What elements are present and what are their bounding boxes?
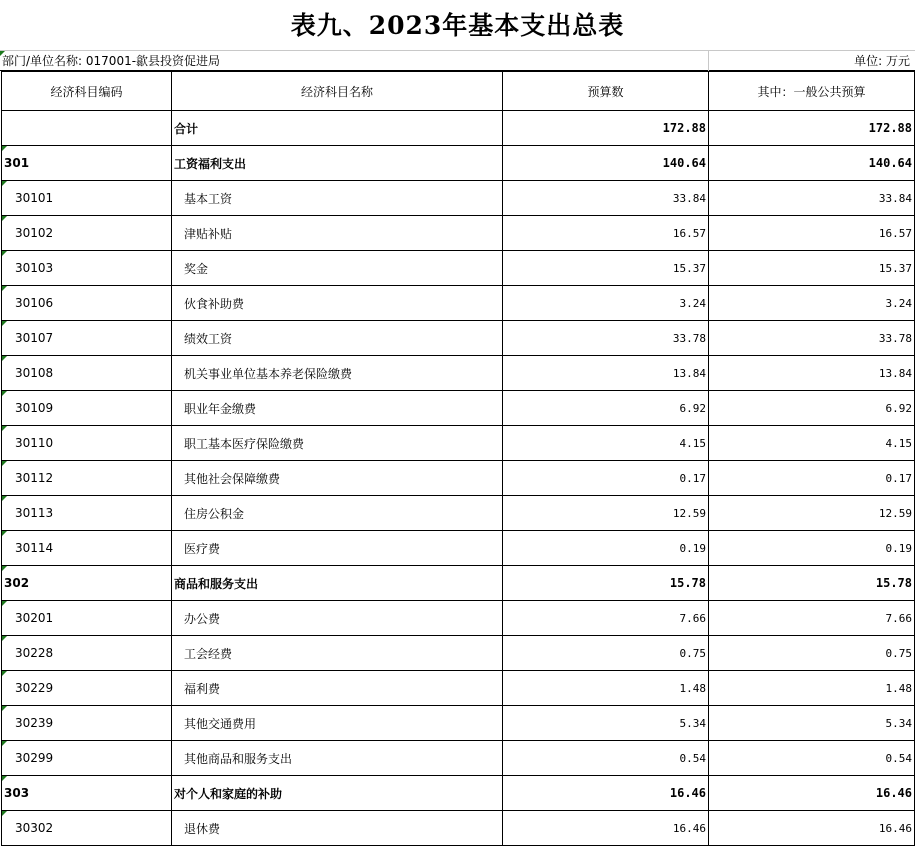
unit-label: 单位: 万元	[854, 54, 910, 68]
cell-marker	[2, 286, 7, 291]
cell-general[interactable]	[709, 461, 915, 496]
cell-general[interactable]	[709, 531, 915, 566]
cell-general[interactable]	[709, 181, 915, 216]
cell-name-text: 工会经费	[184, 646, 233, 661]
cell-name-text: 津贴补贴	[184, 226, 233, 241]
table-row	[2, 216, 915, 251]
cell-name[interactable]	[172, 111, 503, 146]
cell-general[interactable]	[709, 391, 915, 426]
cell-name-text: 其他交通费用	[184, 716, 257, 731]
cell-code-text: 301	[4, 156, 30, 170]
cell-code-text: 30299	[15, 751, 54, 765]
cell-budget[interactable]	[503, 741, 709, 776]
cell-name-text: 其他社会保障缴费	[184, 471, 281, 486]
cell-general-text: 16.57	[878, 226, 912, 240]
cell-code-text: 30103	[15, 261, 54, 275]
cell-name-text: 机关事业单位基本养老保险缴费	[184, 366, 353, 381]
cell-general[interactable]	[709, 811, 915, 846]
cell-general-text: 16.46	[875, 786, 912, 800]
cell-name[interactable]	[172, 706, 503, 741]
cell-code[interactable]	[2, 111, 172, 146]
cell-code-text: 30109	[15, 401, 54, 415]
cell-marker	[2, 776, 7, 781]
cell-budget[interactable]	[503, 706, 709, 741]
table-row	[2, 146, 915, 181]
cell-code-text: 302	[4, 576, 30, 590]
cell-code-text: 30112	[15, 471, 54, 485]
cell-budget-text: 4.15	[679, 436, 706, 450]
cell-name-text: 职业年金缴费	[184, 401, 257, 416]
cell-budget-text: 6.92	[679, 401, 706, 415]
cell-budget-text: 7.66	[679, 611, 706, 625]
cell-general[interactable]	[709, 671, 915, 706]
cell-marker	[2, 636, 7, 641]
cell-budget[interactable]	[503, 601, 709, 636]
cell-general[interactable]	[709, 216, 915, 251]
cell-general-text: 15.78	[875, 576, 912, 590]
cell-budget-text: 15.78	[669, 576, 706, 590]
cell-code[interactable]	[2, 356, 172, 391]
cell-code[interactable]	[2, 531, 172, 566]
table-row	[2, 496, 915, 531]
cell-budget-text: 16.57	[672, 226, 706, 240]
table-row	[2, 181, 915, 216]
cell-marker	[2, 671, 7, 676]
cell-marker	[2, 461, 7, 466]
cell-budget-text: 5.34	[679, 716, 706, 730]
cell-general-text: 0.19	[885, 541, 912, 555]
cell-name[interactable]	[172, 426, 503, 461]
cell-marker	[2, 426, 7, 431]
cell-name-text: 伙食补助费	[184, 296, 245, 311]
cell-name-text: 住房公积金	[184, 506, 245, 521]
cell-name[interactable]	[172, 776, 503, 811]
cell-code[interactable]	[2, 566, 172, 601]
cell-general-text: 4.15	[885, 436, 912, 450]
cell-name-text: 职工基本医疗保险缴费	[184, 436, 305, 451]
cell-general-text: 16.46	[878, 821, 912, 835]
cell-code[interactable]	[2, 286, 172, 321]
cell-name[interactable]	[172, 601, 503, 636]
cell-name-text: 绩效工资	[184, 331, 233, 346]
cell-general-text: 15.37	[878, 261, 912, 275]
table-row	[2, 426, 915, 461]
cell-budget-text: 33.78	[672, 331, 706, 345]
cell-name-text: 奖金	[184, 261, 209, 276]
header-general: 其中：一般公共预算	[709, 72, 915, 111]
cell-general-text: 6.92	[885, 401, 912, 415]
table-row	[2, 566, 915, 601]
cell-marker	[2, 321, 7, 326]
cell-marker	[2, 811, 7, 816]
cell-marker	[2, 356, 7, 361]
cell-name[interactable]	[172, 811, 503, 846]
table-body	[2, 72, 915, 846]
table-row	[2, 636, 915, 671]
cell-code-text: 30106	[15, 296, 54, 310]
cell-budget[interactable]	[503, 461, 709, 496]
cell-budget[interactable]	[503, 146, 709, 181]
cell-code[interactable]	[2, 426, 172, 461]
cell-budget-text: 16.46	[672, 821, 706, 835]
cell-marker	[2, 251, 7, 256]
cell-code[interactable]	[2, 216, 172, 251]
cell-name-text: 对个人和家庭的补助	[174, 786, 283, 801]
cell-name[interactable]	[172, 356, 503, 391]
cell-code-text: 30108	[15, 366, 54, 380]
cell-budget[interactable]	[503, 251, 709, 286]
cell-budget[interactable]	[503, 111, 709, 146]
cell-general-text: 0.17	[885, 471, 912, 485]
cell-budget[interactable]	[503, 216, 709, 251]
cell-marker	[2, 601, 7, 606]
cell-name[interactable]	[172, 461, 503, 496]
cell-marker	[2, 566, 7, 571]
cell-name[interactable]	[172, 216, 503, 251]
header-name: 经济科目名称	[172, 72, 503, 111]
header-code: 经济科目编码	[2, 72, 172, 111]
cell-code-text: 30229	[15, 681, 54, 695]
cell-name-text: 工资福利支出	[174, 156, 247, 171]
cell-budget[interactable]	[503, 566, 709, 601]
table-row	[2, 391, 915, 426]
table-row	[2, 356, 915, 391]
cell-budget-text: 0.54	[679, 751, 706, 765]
cell-name-text: 办公费	[184, 611, 221, 626]
budget-table	[1, 71, 915, 846]
cell-budget[interactable]	[503, 181, 709, 216]
cell-name-text: 医疗费	[184, 541, 221, 556]
cell-budget-text: 0.17	[679, 471, 706, 485]
cell-marker	[2, 391, 7, 396]
cell-budget[interactable]	[503, 426, 709, 461]
table-row	[2, 671, 915, 706]
cell-name[interactable]	[172, 321, 503, 356]
cell-budget[interactable]	[503, 671, 709, 706]
cell-general[interactable]	[709, 566, 915, 601]
cell-name-text: 商品和服务支出	[174, 576, 259, 591]
cell-general-text: 172.88	[868, 121, 912, 135]
cell-budget[interactable]	[503, 636, 709, 671]
cell-general[interactable]	[709, 776, 915, 811]
cell-budget[interactable]	[503, 811, 709, 846]
cell-name-text: 基本工资	[184, 191, 233, 206]
cell-general[interactable]	[709, 356, 915, 391]
cell-code-text: 30114	[15, 541, 54, 555]
table-row	[2, 601, 915, 636]
cell-budget[interactable]	[503, 391, 709, 426]
department-label: 部门/单位名称: 017001-歙县投资促进局	[2, 54, 221, 68]
cell-name[interactable]	[172, 566, 503, 601]
cell-general-text: 33.78	[878, 331, 912, 345]
cell-name-text: 其他商品和服务支出	[184, 751, 293, 766]
cell-budget[interactable]	[503, 496, 709, 531]
table-row	[2, 531, 915, 566]
cell-budget-text: 13.84	[672, 366, 706, 380]
cell-general[interactable]	[709, 636, 915, 671]
cell-code-text: 303	[4, 786, 30, 800]
cell-budget-text: 12.59	[672, 506, 706, 520]
cell-budget[interactable]	[503, 356, 709, 391]
cell-general[interactable]	[709, 146, 915, 181]
cell-general[interactable]	[709, 706, 915, 741]
cell-code[interactable]	[2, 601, 172, 636]
cell-general[interactable]	[709, 111, 915, 146]
cell-budget-text: 172.88	[662, 121, 706, 135]
cell-code[interactable]	[2, 496, 172, 531]
cell-code[interactable]	[2, 776, 172, 811]
cell-general-text: 13.84	[878, 366, 912, 380]
cell-name[interactable]	[172, 286, 503, 321]
cell-code[interactable]	[2, 636, 172, 671]
table-row	[2, 741, 915, 776]
cell-general-text: 12.59	[878, 506, 912, 520]
cell-general[interactable]	[709, 426, 915, 461]
cell-name-text: 退休费	[184, 821, 221, 836]
cell-name[interactable]	[172, 251, 503, 286]
cell-general-text: 0.54	[885, 751, 912, 765]
cell-code[interactable]	[2, 321, 172, 356]
cell-name[interactable]	[172, 741, 503, 776]
cell-marker	[2, 531, 7, 536]
cell-general[interactable]	[709, 496, 915, 531]
cell-general[interactable]	[709, 321, 915, 356]
cell-budget-text: 3.24	[679, 296, 706, 310]
cell-general[interactable]	[709, 601, 915, 636]
header-budget: 预算数	[503, 72, 709, 111]
table-row	[2, 251, 915, 286]
header-row	[2, 72, 915, 111]
cell-code-text: 30302	[15, 821, 54, 835]
cell-code-text: 30101	[15, 191, 54, 205]
cell-general-text: 140.64	[868, 156, 912, 170]
cell-general[interactable]	[709, 286, 915, 321]
cell-budget-text: 16.46	[669, 786, 706, 800]
table-row	[2, 811, 915, 846]
cell-name[interactable]	[172, 391, 503, 426]
cell-name[interactable]	[172, 671, 503, 706]
table-title: 表九、2023年基本支出总表	[0, 0, 915, 51]
cell-general-text: 3.24	[885, 296, 912, 310]
cell-code-text: 30110	[15, 436, 54, 450]
cell-code-text: 30239	[15, 716, 54, 730]
cell-budget[interactable]	[503, 286, 709, 321]
cell-code[interactable]	[2, 706, 172, 741]
cell-general-text: 0.75	[885, 646, 912, 660]
cell-name[interactable]	[172, 496, 503, 531]
cell-code[interactable]	[2, 461, 172, 496]
cell-code[interactable]	[2, 251, 172, 286]
cell-marker	[2, 216, 7, 221]
cell-budget-text: 0.19	[679, 541, 706, 555]
meta-row	[0, 51, 915, 71]
cell-code-text: 30228	[15, 646, 54, 660]
table-row	[2, 461, 915, 496]
table-row	[2, 111, 915, 146]
cell-name-text: 福利费	[184, 681, 221, 696]
cell-name[interactable]	[172, 531, 503, 566]
cell-general-text: 5.34	[885, 716, 912, 730]
cell-code-text: 30102	[15, 226, 54, 240]
cell-code[interactable]	[2, 146, 172, 181]
cell-code-text: 30113	[15, 506, 54, 520]
table-row	[2, 706, 915, 741]
cell-name[interactable]	[172, 636, 503, 671]
cell-budget-text: 1.48	[679, 681, 706, 695]
cell-budget[interactable]	[503, 531, 709, 566]
cell-code-text: 30201	[15, 611, 54, 625]
cell-general[interactable]	[709, 251, 915, 286]
cell-name[interactable]	[172, 181, 503, 216]
cell-budget-text: 140.64	[662, 156, 706, 170]
cell-marker	[2, 496, 7, 501]
cell-marker	[2, 706, 7, 711]
cell-budget[interactable]	[503, 776, 709, 811]
cell-marker	[2, 181, 7, 186]
column-divider	[708, 51, 709, 71]
cell-code[interactable]	[2, 391, 172, 426]
cell-name[interactable]	[172, 146, 503, 181]
cell-general-text: 1.48	[885, 681, 912, 695]
cell-general-text: 33.84	[878, 191, 912, 205]
cell-budget-text: 33.84	[672, 191, 706, 205]
cell-code[interactable]	[2, 181, 172, 216]
cell-budget-text: 15.37	[672, 261, 706, 275]
cell-general-text: 7.66	[885, 611, 912, 625]
cell-code-text: 30107	[15, 331, 54, 345]
cell-code[interactable]	[2, 671, 172, 706]
cell-code[interactable]	[2, 741, 172, 776]
cell-marker	[2, 741, 7, 746]
table-row	[2, 776, 915, 811]
cell-marker	[2, 146, 7, 151]
cell-name-text: 合计	[174, 121, 199, 136]
cell-general[interactable]	[709, 741, 915, 776]
cell-code[interactable]	[2, 811, 172, 846]
cell-budget[interactable]	[503, 321, 709, 356]
cell-budget-text: 0.75	[679, 646, 706, 660]
table-row	[2, 286, 915, 321]
table-row	[2, 321, 915, 356]
